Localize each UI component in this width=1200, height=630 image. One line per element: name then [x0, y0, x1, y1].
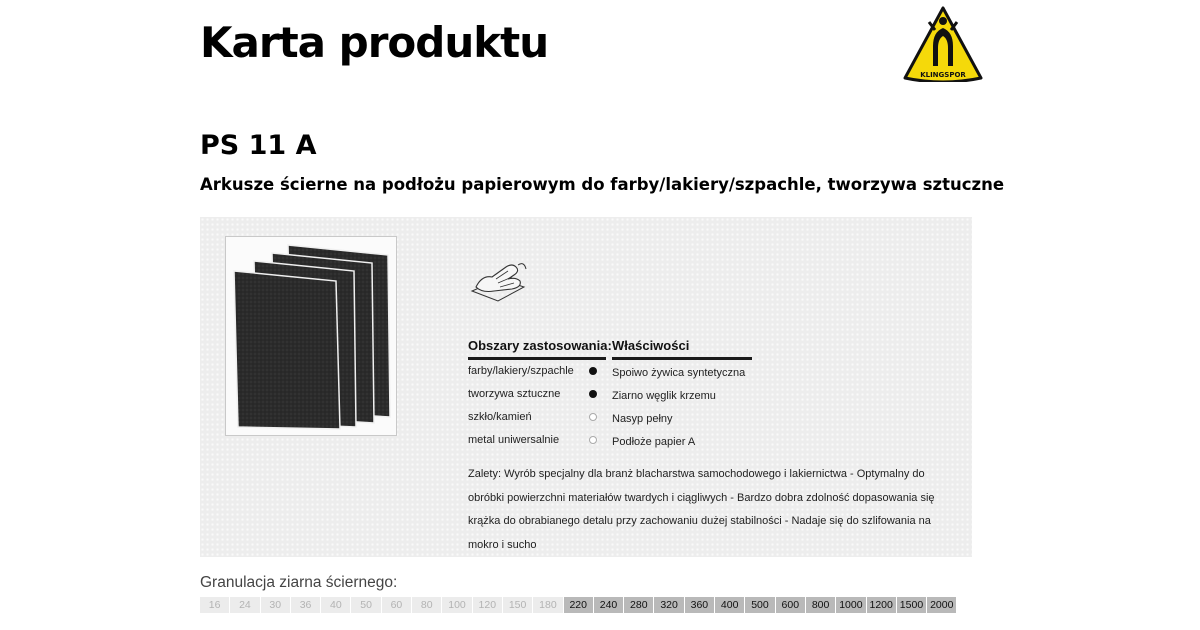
- property-item: Podłoże papier A: [612, 436, 696, 448]
- applications-heading-rule: [468, 357, 606, 360]
- grit-cell-unavailable: 100: [442, 597, 472, 613]
- not-suitable-dot-icon: [589, 436, 597, 444]
- grit-cell-unavailable: 50: [351, 597, 381, 613]
- grit-cell-available: 1200: [867, 597, 897, 613]
- hand-sanding-icon: [468, 257, 528, 305]
- grit-cell-available: 320: [654, 597, 684, 613]
- advantages-line: Zalety: Wyrób specjalny dla branż blacharstwa samochodowego i lakiernictwa - Optymalny do: [468, 468, 925, 480]
- grit-cell-unavailable: 80: [412, 597, 442, 613]
- grit-cell-unavailable: 16: [200, 597, 230, 613]
- applications-list: [468, 365, 603, 457]
- application-item: [468, 365, 603, 388]
- advantages-line: obróbki powierzchni materiałów twardych i ciągliwych - Bardzo dobra zdolność dopasowania się: [468, 491, 935, 504]
- grit-cell-unavailable: 180: [533, 597, 563, 613]
- grit-cell-unavailable: 150: [503, 597, 533, 613]
- property-item: Nasyp pełny: [612, 413, 673, 425]
- application-item: [468, 411, 603, 434]
- grit-cell-available: 500: [745, 597, 775, 613]
- grit-cell-available: 400: [715, 597, 745, 613]
- applications-heading: Obszary zastosowania:: [468, 338, 612, 353]
- grit-cell-unavailable: 24: [230, 597, 260, 613]
- grit-cell-available: 220: [564, 597, 594, 613]
- grit-cell-available: 1000: [836, 597, 866, 613]
- properties-list: [612, 367, 745, 459]
- grit-cell-unavailable: 60: [382, 597, 412, 613]
- klingspor-logo: [902, 6, 984, 82]
- advantages-line: mokro i sucho: [468, 538, 537, 551]
- properties-heading: Właściwości: [612, 338, 690, 353]
- abrasive-sheets-image: [230, 241, 392, 431]
- property-item: Spoiwo żywica syntetyczna: [612, 367, 746, 379]
- application-label: szkło/kamień: [468, 411, 532, 423]
- application-label: farby/lakiery/szpachle: [468, 365, 574, 377]
- application-label: metal uniwersalnie: [468, 434, 560, 446]
- grit-cell-unavailable: 30: [261, 597, 291, 613]
- grit-cell-available: 1500: [897, 597, 927, 613]
- grit-cell-available: 360: [685, 597, 715, 613]
- application-label: tworzywa sztuczne: [468, 388, 561, 400]
- grit-cell-available: 600: [776, 597, 806, 613]
- advantages-text: [468, 463, 938, 557]
- product-info-panel: [200, 217, 972, 557]
- application-item: [468, 434, 603, 457]
- grit-cell-available: 800: [806, 597, 836, 613]
- product-subtitle: Arkusze ścierne na podłożu papierowym do farby/lakiery/szpachle, tworzywa sztuczne: [200, 175, 1005, 194]
- product-code: PS 11 A: [200, 130, 317, 161]
- suitable-dot-icon: [589, 390, 597, 398]
- grit-cell-available: 240: [594, 597, 624, 613]
- grit-cell-unavailable: 36: [291, 597, 321, 613]
- not-suitable-dot-icon: [589, 413, 597, 421]
- product-photo: [225, 236, 397, 436]
- properties-heading-rule: [612, 357, 752, 360]
- grit-cell-unavailable: 120: [473, 597, 503, 613]
- suitable-dot-icon: [589, 367, 597, 375]
- property-item: Ziarno węglik krzemu: [612, 390, 716, 402]
- grit-scale: [200, 597, 957, 613]
- grit-cell-available: 280: [624, 597, 654, 613]
- logo-text: KLINGSPOR: [920, 71, 966, 79]
- grit-cell-available: 2000: [927, 597, 957, 613]
- advantages-line: krążka do obrabianego detalu przy zachowaniu dużej stabilności - Nadaje się do szlifowania na: [468, 515, 931, 527]
- page-title: Karta produktu: [200, 18, 549, 67]
- application-item: [468, 388, 603, 411]
- grit-cell-unavailable: 40: [321, 597, 351, 613]
- granulation-label: Granulacja ziarna ściernego:: [200, 574, 398, 591]
